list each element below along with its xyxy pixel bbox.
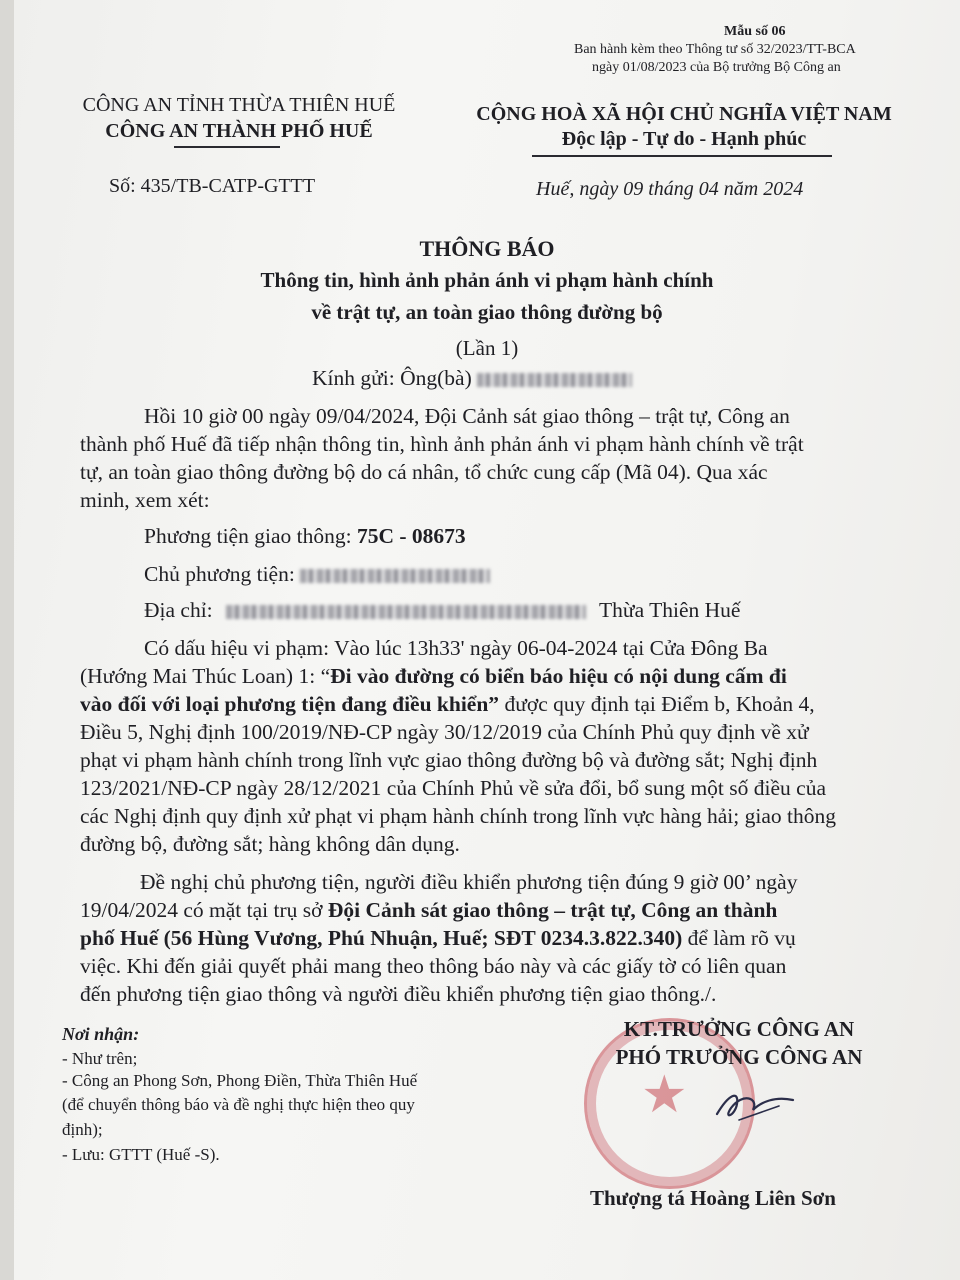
handwritten-signature	[709, 1080, 799, 1130]
recipient-item-3: - Lưu: GTTT (Huế -S).	[62, 1145, 220, 1164]
nation-motto: Độc lập - Tự do - Hạnh phúc	[561, 128, 807, 150]
request-line-5: đến phương tiện giao thông và người điều khiển phương tiện giao thông./.	[80, 982, 717, 1006]
redacted-recipient-name	[477, 373, 632, 387]
recipient-line	[312, 366, 632, 391]
intro-line-3: tự, an toàn giao thông đường bộ do cá nhân, tổ chức cung cấp (Mã 04). Qua xác	[80, 460, 768, 484]
request-line-1: Đề nghị chủ phương tiện, người điều khiển phương tiện đúng 9 giờ 00’ ngày	[140, 870, 798, 894]
request-office-address: phố Huế (56 Hùng Vương, Phú Nhuận, Huế; SĐT 0234.3.822.340)	[80, 926, 683, 950]
address-tail: Thừa Thiên Huế	[599, 598, 741, 622]
violation-quote-start: Đi vào đường có biển báo hiệu có nội dung cấm đi	[330, 664, 787, 688]
violation-line-6: 123/2021/NĐ-CP ngày 28/12/2021 của Chính Phủ về sửa đổi, bổ sung một số điều của	[80, 776, 826, 800]
document-page	[14, 0, 960, 1280]
intro-line-2: thành phố Huế đã tiếp nhận thông tin, hình ảnh phản ánh vi phạm hành chính về trật	[80, 432, 804, 456]
notice-subtitle-1: Thông tin, hình ảnh phản ánh vi phạm hành chính	[260, 268, 714, 292]
redacted-owner-name	[300, 569, 490, 583]
violation-quote-end: vào đối với loại phương tiện đang điều khiển”	[80, 692, 500, 716]
recipient-item-2-note-end: định);	[62, 1120, 103, 1139]
agency-line1: CÔNG AN TỈNH THỪA THIÊN HUẾ	[82, 94, 396, 116]
recipients-heading: Nơi nhận:	[62, 1024, 140, 1044]
violation-line-3	[80, 692, 815, 717]
motto-underline	[532, 155, 832, 157]
request-line-2-text: 19/04/2024 có mặt tại trụ sở	[80, 898, 328, 922]
vehicle-label: Phương tiện giao thông:	[144, 524, 352, 548]
signer-title-1: KT.TRƯỞNG CÔNG AN	[623, 1017, 855, 1041]
notice-round: (Lần 1)	[455, 336, 519, 360]
intro-line-1: Hồi 10 giờ 00 ngày 09/04/2024, Đội Cảnh sát giao thông – trật tự, Công an	[144, 404, 790, 428]
recipient-item-2: - Công an Phong Sơn, Phong Điền, Thừa Thiên Huế	[62, 1071, 418, 1090]
violation-line-7: các Nghị định quy định xử phạt vi phạm hành chính trong lĩnh vực hàng hải; giao thông	[80, 804, 836, 828]
request-line-4: việc. Khi đến giải quyết phải mang theo thông báo này và các giấy tờ có liên quan	[80, 954, 787, 978]
violation-line-8: đường bộ, đường sắt; hàng không dân dụng.	[80, 832, 460, 856]
address-row	[144, 598, 740, 623]
request-line-3	[80, 926, 796, 951]
address-label: Địa chỉ:	[144, 598, 213, 622]
redacted-address	[226, 605, 586, 619]
violation-line-5: phạt vi phạm hành chính trong lĩnh vực giao thông đường bộ và đường sắt; Nghị định	[80, 748, 818, 772]
signer-name: Thượng tá Hoàng Liên Sơn	[590, 1186, 836, 1210]
vehicle-row	[144, 524, 466, 549]
notice-title: THÔNG BÁO	[419, 236, 555, 261]
owner-row	[144, 562, 490, 587]
recipient-label: Kính gửi: Ông(bà)	[312, 366, 472, 390]
notice-subtitle-2: về trật tự, an toàn giao thông đường bộ	[311, 300, 663, 324]
violation-line-3-text: được quy định tại Điểm b, Khoản 4,	[499, 692, 815, 716]
agency-line2: CÔNG AN THÀNH PHỐ HUẾ	[105, 120, 373, 142]
violation-line-1: Có dấu hiệu vi phạm: Vào lúc 13h33' ngày 06-04-2024 tại Cửa Đông Ba	[144, 636, 768, 660]
form-issued-line1: Ban hành kèm theo Thông tư số 32/2023/TT-BCA	[574, 42, 856, 57]
signer-title-2: PHÓ TRƯỞNG CÔNG AN	[615, 1045, 863, 1069]
request-line-2	[80, 898, 777, 923]
vehicle-plate: 75C - 08673	[356, 524, 466, 548]
seal-star-icon: ★	[641, 1067, 688, 1124]
nation-title: CỘNG HOÀ XÃ HỘI CHỦ NGHĨA VIỆT NAM	[476, 103, 892, 125]
violation-line-2	[80, 664, 787, 689]
owner-label: Chủ phương tiện:	[144, 562, 295, 586]
violation-line-2-text: (Hướng Mai Thúc Loan) 1: “	[80, 664, 331, 688]
form-issued-line2: ngày 01/08/2023 của Bộ trưởng Bộ Công an	[592, 60, 841, 75]
recipient-item-1: - Như trên;	[62, 1049, 138, 1068]
place-date: Huế, ngày 09 tháng 04 năm 2024	[536, 178, 804, 200]
intro-line-4: minh, xem xét:	[80, 488, 210, 512]
form-number: Mẫu số 06	[724, 24, 786, 39]
recipient-item-2-note: (để chuyển thông báo và đề nghị thực hiện theo quy	[62, 1095, 415, 1114]
document-number: Số: 435/TB-CATP-GTTT	[109, 175, 316, 197]
request-office-name: Đội Cảnh sát giao thông – trật tự, Công an thành	[327, 898, 778, 922]
violation-line-4: Điều 5, Nghị định 100/2019/NĐ-CP ngày 30/12/2019 của Chính Phủ quy định về xử	[80, 720, 809, 744]
agency-underline	[174, 146, 280, 148]
request-line-3-text: để làm rõ vụ	[682, 926, 796, 950]
